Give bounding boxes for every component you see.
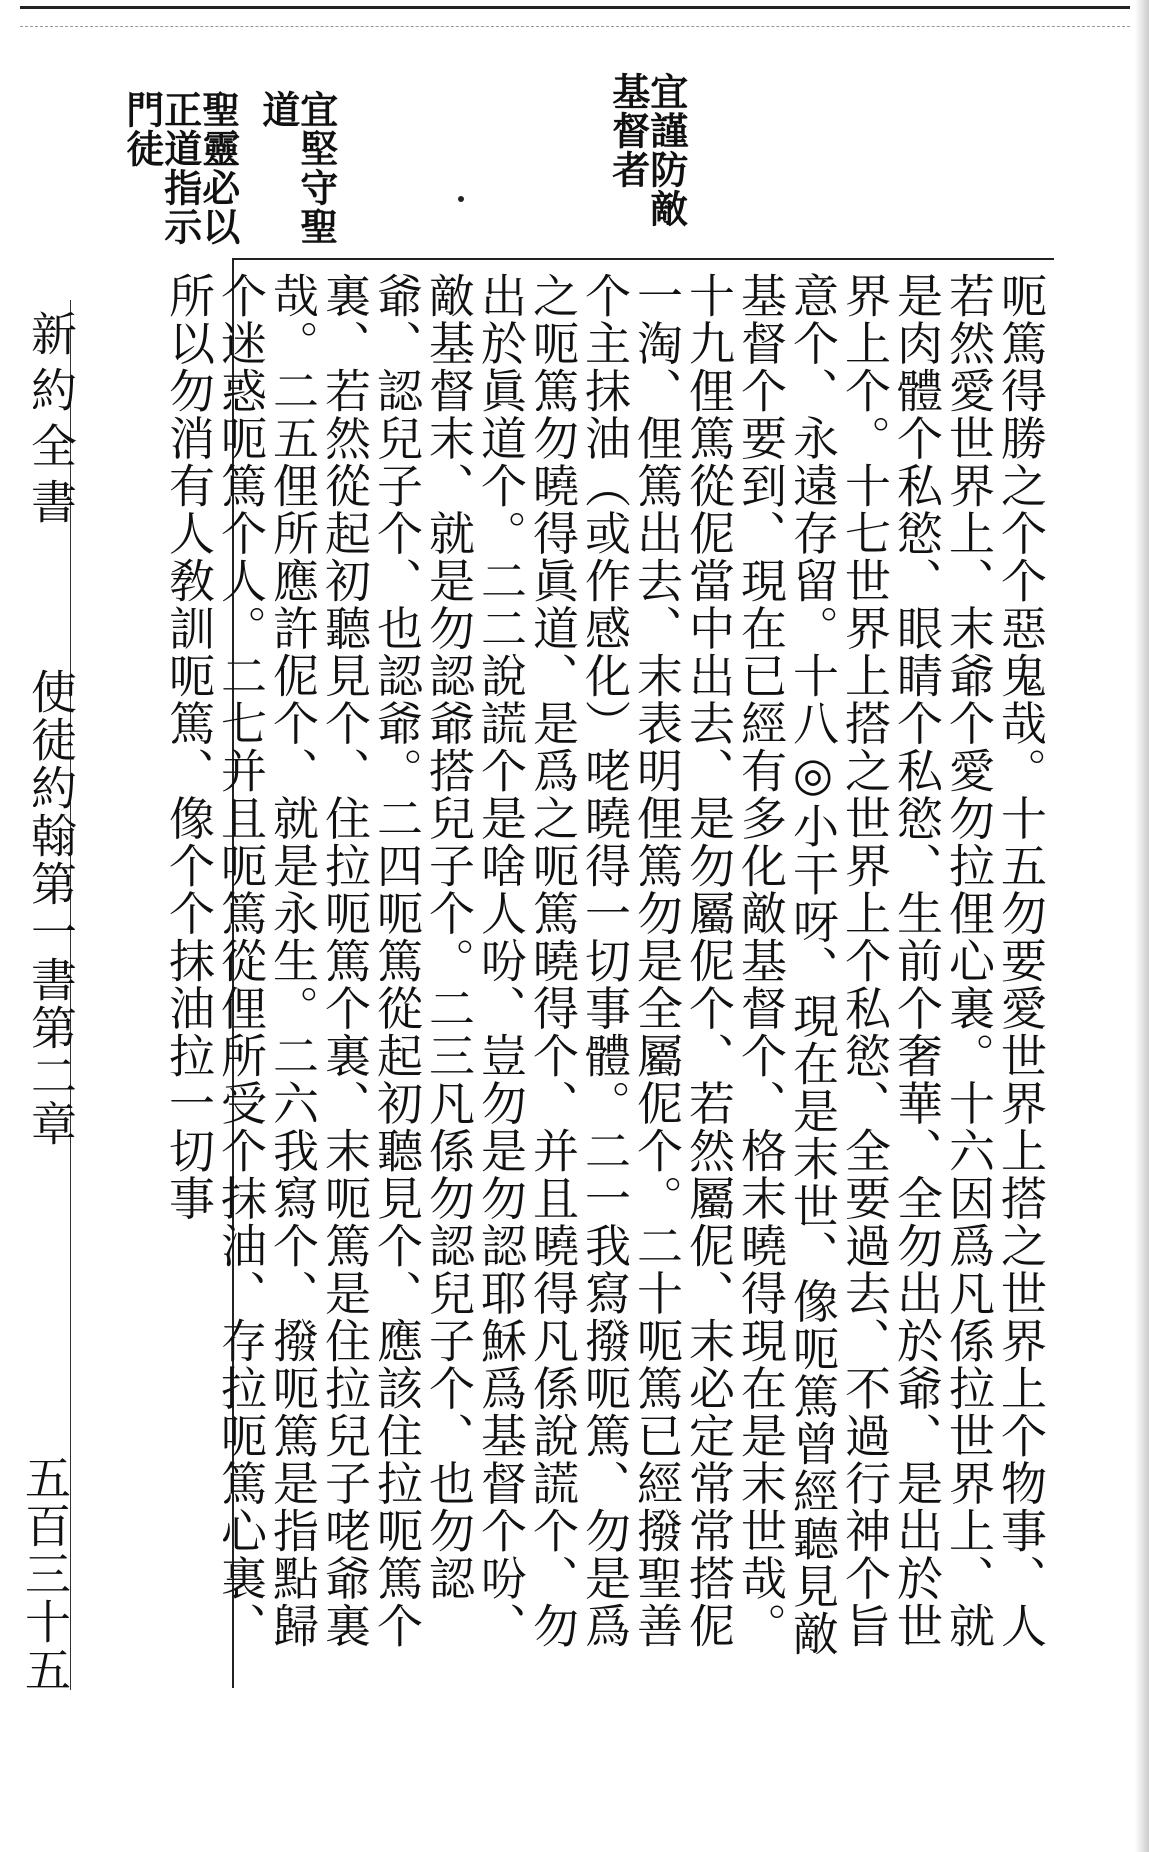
margin-note-2b: [255, 90, 301, 129]
margin-note-2: [293, 90, 339, 246]
book-title: 新約全書: [24, 310, 78, 534]
margin-note-2-line-1: 宜堅守聖: [293, 90, 339, 246]
margin-note-3: [195, 90, 241, 246]
page-number: 五百三十五: [18, 1454, 72, 1694]
chapter-heading: 使徒約翰第一書第二章: [24, 668, 78, 1148]
margin-note-1-line-1: 宜謹防敵: [643, 72, 689, 228]
margin-note-3-line-3: 門徒: [119, 90, 165, 168]
margin-note-1-line-2: 基督者: [605, 72, 651, 189]
main-scripture-text: [162, 272, 1048, 1682]
margin-note-3c: [119, 90, 165, 168]
page-top-dashed-rule: [20, 26, 1130, 27]
margin-note-1: [643, 72, 689, 228]
margin-note-2-line-2: 道: [255, 90, 301, 129]
margin-note-3-line-1: 聖靈必以: [195, 90, 241, 246]
margin-note-3b: [157, 90, 203, 246]
main-text-body: 呃篤得勝之个个惡鬼哉。十五勿要愛世界上搭之世界上个物事、人若然愛世界上、末爺个愛勿拉俚心裏。十六因爲凡係拉世界上、就是肉體个私慾、眼睛个私慾、生前个奢華、全勿出於爺、是出於世界上个。十七世界上搭之世界上个私慾、全要過去、不過行神个旨意个、永遠存留。十八◎小干呀、現在是末世、像呃篤曾經聽見敵基督个要到、現在已經有多化敵基督个、格末曉得現在是末世哉。十九俚篤從伲當中出去、是勿屬伲个、若然屬伲、末必定常常搭伲一淘、俚篤出去、末表明俚篤勿是全屬伲个。二十呃篤已經撥聖善个主抹油（或作感化）咾曉得一切事體。二一我寫撥呃篤、勿是爲之呃篤勿曉得眞道、是爲之呃篤曉得个、并且曉得凡係說謊个、勿出於眞道个。二二說謊个是啥人吩、豈勿是勿認耶穌爲基督个吩、敵基督末、就是勿認爺搭兒子个。二三凡係勿認兒子个、也勿認爺、認兒子个、也認爺。二四呃篤從起初聽見个、應該住拉呃篤个裏、若然從起初聽見个、住拉呃篤个裏、末呃篤是住拉兒子咾爺裏哉。二五俚所應許伲个、就是永生。二六我寫个、撥呃篤是指點歸个迷惑呃篤个人。二七并且呃篤從俚所受个抹油、存拉呃篤心裏、所以勿消有人敎訓呃篤、像个个抹油拉一切事: [162, 272, 1048, 1658]
margin-note-1b: [605, 72, 651, 189]
page-top-rule: [20, 6, 1130, 9]
ink-dot: [458, 196, 464, 202]
scan-edge-shadow: [1135, 0, 1149, 1852]
margin-note-3-line-2: 正道指示: [157, 90, 203, 246]
